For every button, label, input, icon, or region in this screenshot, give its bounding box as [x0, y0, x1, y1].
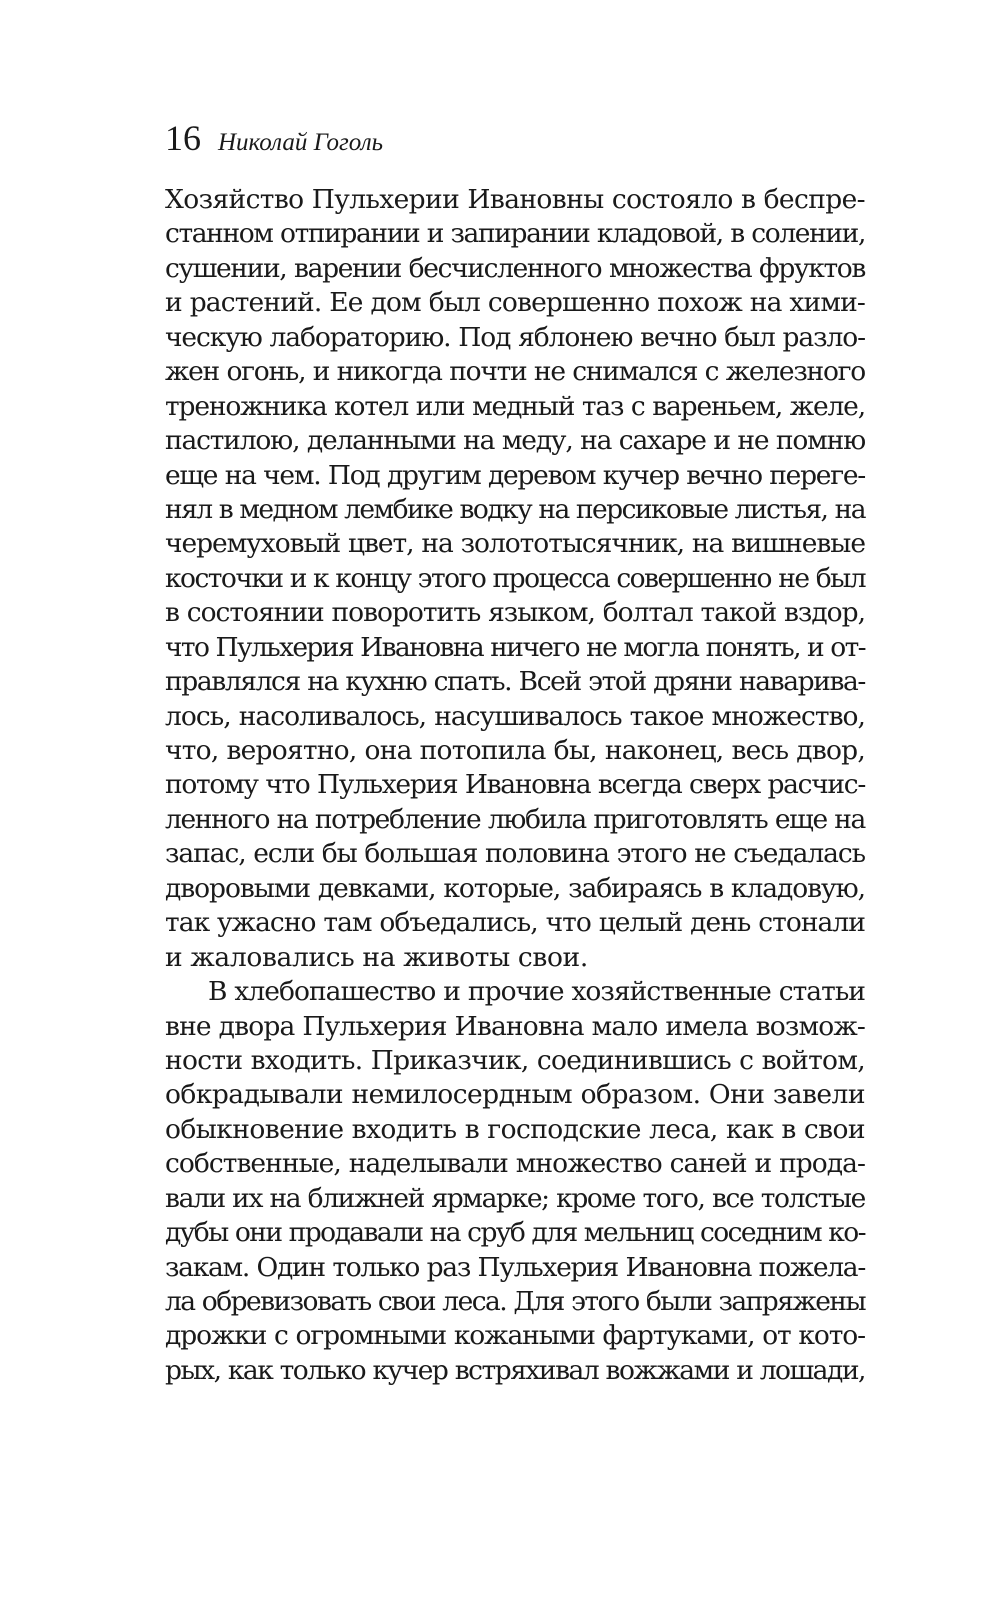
text-line: дрожки с огромными кожаными фартуками, от кото- [165, 1320, 865, 1352]
text-line: ческую лабораторию. Под яблонею вечно был разло- [165, 321, 865, 353]
text-line: еще на чем. Под другим деревом кучер вечно переге- [165, 459, 865, 491]
text-line: дворовыми девками, которые, забираясь в кладовую, [165, 872, 865, 904]
text-line: нял в медном лембике водку на персиковые листья, на [165, 493, 865, 525]
text-line: рых, как только кучер встряхивал вожжами и лошади, [165, 1354, 865, 1386]
text-line: пастилою, деланными на меду, на сахаре и не помню [165, 425, 865, 457]
body-text [165, 183, 865, 1388]
text-line: закам. Один только раз Пульхерия Ивановна пожела- [165, 1251, 865, 1283]
text-line: жен огонь, и никогда почти не снимался с железного [165, 356, 865, 388]
paragraph-start-line: В хлебопашество и прочие хозяйственные статьи [208, 976, 865, 1008]
text-line: ности входить. Приказчик, соединившись с войтом, [165, 1044, 865, 1076]
text-line: вали их на ближней ярмарке; кроме того, все толстые [165, 1182, 865, 1214]
author-name: Николай Гоголь [218, 129, 383, 156]
text-line: в состоянии поворотить языком, болтал такой вздор, [165, 597, 865, 629]
text-line: дубы они продавали на сруб для мельниц соседним ко- [165, 1217, 865, 1249]
text-line: косточки и к концу этого процесса совершенно не был [165, 562, 865, 594]
running-head [165, 116, 383, 165]
text-line: запас, если бы большая половина этого не съедалась [165, 838, 865, 870]
text-line: ленного на потребление любила приготовлять еще на [165, 803, 865, 835]
text-line: правлялся на кухню спать. Всей этой дряни наварива- [165, 666, 865, 698]
text-line: что Пульхерия Ивановна ничего не могла понять, и от- [165, 631, 865, 663]
text-line: станном отпирании и запирании кладовой, в солении, [165, 218, 865, 250]
page-number: 16 [165, 118, 201, 158]
paragraph-end-line: и жаловались на животы свои. [165, 941, 588, 973]
text-line: и растений. Ее дом был совершенно похож на хими- [165, 287, 865, 319]
text-line: ла обревизовать свои леса. Для этого были запряжены [165, 1286, 865, 1317]
text-line: сушении, варении бесчисленного множества фруктов [165, 252, 865, 284]
text-line: черемуховый цвет, на золототысячник, на вишневые [165, 528, 865, 560]
text-line: так ужасно там объедались, что целый день стонали [165, 907, 865, 939]
text-line: собственные, наделывали множество саней и прода- [165, 1148, 865, 1180]
text-line: вне двора Пульхерия Ивановна мало имела возмож- [165, 1010, 865, 1042]
text-line: обыкновение входить в господские леса, как в свои [165, 1113, 865, 1145]
text-line: обкрадывали немилосердным образом. Они завели [165, 1079, 865, 1111]
text-line: лось, насоливалось, насушивалось такое множество, [165, 700, 865, 732]
text-line: треножника котел или медный таз с вареньем, желе, [165, 390, 865, 422]
text-line: Хозяйство Пульхерии Ивановны состояло в беспре- [165, 184, 865, 215]
text-line: потому что Пульхерия Ивановна всегда сверх расчис- [165, 769, 865, 801]
text-line: что, вероятно, она потопила бы, наконец, весь двор, [165, 735, 865, 766]
